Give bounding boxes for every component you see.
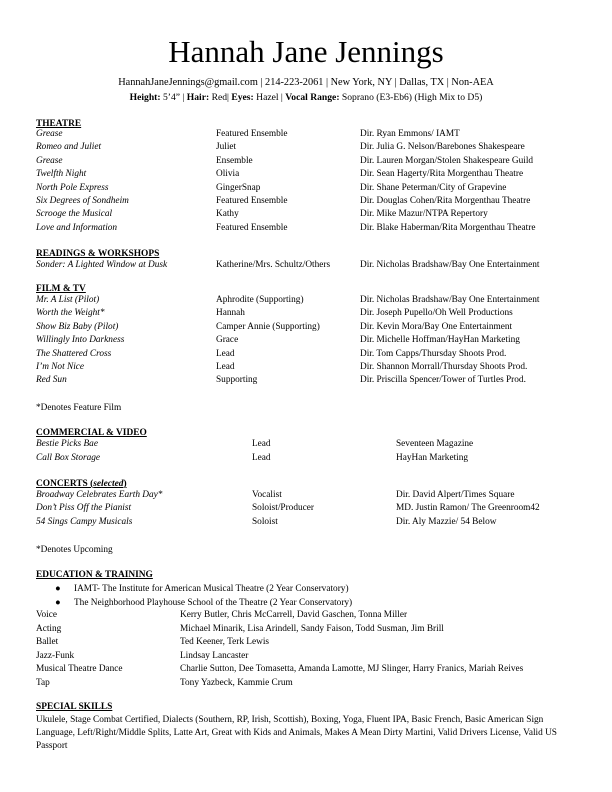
credit-company: Dir. Kevin Mora/Bay One Entertainment [360,321,513,332]
height-label: Height: [129,92,161,103]
credit-row [36,259,596,272]
credit-row [36,438,596,451]
credit-title: Worth the Weight* [36,308,105,319]
training-row [36,609,596,622]
credit-row [36,452,596,465]
credit-company: Dir. Nicholas Bradshaw/Bay One Entertainment [360,260,540,270]
stats-line [0,91,612,104]
credit-company: Dir. Shane Peterman/City of Grapevine [360,182,507,193]
school-name: The Neighborhood Playhouse School of the Theatre (2 Year Conservatory) [74,597,353,608]
training-teachers: Kerry Butler, Chris McCarrell, David Gaschen, Tonna Miller [180,610,408,620]
credit-row [36,128,596,141]
school-name: IAMT- The Institute for American Musical Theatre (2 Year Conservatory) [74,584,349,594]
credit-role: Featured Ensemble [216,222,288,233]
credit-row [36,141,596,154]
credit-company: Dir. Ryan Emmons/ IAMT [360,129,460,139]
credit-company: Dir. Shannon Morrall/Thursday Shoots Prod. [360,362,528,372]
credit-title: Romeo and Juliet [36,142,102,153]
training-teachers: Lindsay Lancaster [180,650,249,661]
credit-title: Love and Information [36,222,118,233]
credit-role: Supporting [216,375,258,386]
credit-title: Broadway Celebrates Earth Day* [36,490,163,500]
vocal-range-value: Soprano (E3-Eb6) (High Mix to D5) [341,92,483,103]
training-teachers: Ted Keener, Terk Lewis [180,637,270,647]
credit-company: Dir. Douglas Cohen/Rita Morgenthau Theatre [360,196,531,206]
credit-title: The Shattered Cross [36,348,112,359]
credit-role: Hannah [216,308,245,319]
training-row [36,636,596,649]
credit-row [36,294,596,307]
credit-row [36,502,596,515]
section-title-readings: READINGS & WORKSHOPS [36,249,160,259]
training-area: Tap [36,677,50,688]
credit-row [36,334,596,347]
section-title-film: FILM & TV [36,284,86,294]
credit-company: MD. Justin Ramon/ The Greenroom42 [396,503,540,514]
credit-row [36,168,596,181]
credit-company: Dir. Aly Mazzie/ 54 Below [396,516,497,527]
credit-role: Juliet [216,142,237,153]
credit-row [36,374,596,387]
credit-role: Lead [252,439,271,449]
credit-title: Show Biz Baby (Pilot) [36,321,119,332]
training-area: Ballet [36,637,59,647]
concerts-title-selected: selected [93,479,124,489]
training-row [36,650,596,663]
credit-company: Dir. Mike Mazur/NTPA Repertory [360,209,488,220]
credit-role: Katherine/Mrs. Schultz/Others [216,260,331,270]
credit-role: Ensemble [216,155,253,166]
credit-row [36,361,596,374]
credit-company: Dir. David Alpert/Times Square [396,490,515,500]
credit-role: Camper Annie (Supporting) [216,321,320,332]
credit-title: I’m Not Nice [36,362,85,372]
credit-company: Dir. Priscilla Spencer/Tower of Turtles Prod. [360,375,526,386]
credit-row [36,348,596,361]
credit-company: Dir. Blake Haberman/Rita Morgenthau Theatre [360,222,536,233]
credit-row [36,195,596,208]
credit-company: Dir. Sean Hagerty/Rita Morgenthau Theatre [360,169,524,180]
hair-value: Red| [211,92,229,103]
credit-role: Lead [252,452,271,463]
credit-role: Soloist/Producer [252,503,314,514]
credit-title: Sonder: A Lighted Window at Dusk [36,260,168,270]
hair-label: Hair: [186,92,210,103]
credit-row [36,321,596,334]
concerts-title-close: ) [123,479,127,489]
credit-title: Red Sun [36,375,67,386]
training-teachers: Tony Yazbeck, Kammie Crum [180,677,293,688]
contact-line: HannahJaneJennings@gmail.com | 214-223-2061 | New York, NY | Dallas, TX | Non-AEA [118,77,494,88]
credit-row [36,516,596,529]
credit-title: Mr. A List (Pilot) [36,295,100,305]
credit-company: Dir. Michelle Hoffman/HayHan Marketing [360,335,520,346]
credit-company: Seventeen Magazine [396,439,474,449]
bullet-icon: ● [55,584,61,594]
concerts-footnote: *Denotes Upcoming [36,545,113,555]
credit-row [36,222,596,235]
credit-role: Lead [216,348,235,359]
concerts-title: CONCERTS ( [36,479,94,489]
credit-title: Don’t Piss Off the Pianist [36,503,132,514]
credit-row [36,182,596,195]
bullet-icon: ● [55,597,61,608]
credit-role: Lead [216,362,235,372]
eyes-label: Eyes: [231,92,254,103]
credit-title: Willingly Into Darkness [36,335,125,346]
credit-row [36,155,596,168]
section-title-theatre: THEATRE [36,119,82,129]
credit-title: Grease [36,155,63,166]
section-title-education: EDUCATION & TRAINING [36,570,153,580]
special-skills-text: Ukulele, Stage Combat Certified, Dialects (Southern, RP, Irish, Scottish), Boxing, Yoga, Fluent IPA, Basic French, Basic American Sign Language, Left/Right/Middle Splits, Latte Art, Great with Kids and Animals, Makes A Mean Dirty Martini, Valid Drivers License, Valid US Passport [36,715,557,751]
credit-row [36,208,596,221]
training-teachers: Charlie Sutton, Dee Tomasetta, Amanda Lamotte, MJ Slinger, Harry Franics, Mariah Reives [180,664,524,674]
credit-row [36,307,596,320]
credit-role: Featured Ensemble [216,196,288,206]
credit-role: Featured Ensemble [216,129,288,139]
credit-role: Vocalist [252,490,282,500]
credit-role: Kathy [216,209,239,220]
section-title-skills: SPECIAL SKILLS [36,702,113,712]
training-teachers: Michael Minarik, Lisa Arindell, Sandy Faison, Todd Susman, Jim Brill [180,623,444,634]
height-value: 5’4” | [162,92,185,103]
credit-row [36,489,596,502]
training-area: Acting [36,623,62,634]
credit-company: Dir. Tom Capps/Thursday Shoots Prod. [360,348,507,359]
vocal-range-label: Vocal Range: [285,92,340,103]
eyes-value: Hazel | [256,92,283,103]
credit-title: Bestie Picks Bae [36,439,98,449]
training-row [36,623,596,636]
credit-company: Dir. Joseph Pupello/Oh Well Productions [360,308,513,319]
credit-company: Dir. Lauren Morgan/Stolen Shakespeare Guild [360,155,534,166]
training-area: Voice [36,610,57,620]
credit-title: Call Box Storage [36,452,101,463]
credit-title: Scrooge the Musical [36,209,113,220]
credit-role: Grace [216,335,239,346]
training-area: Jazz-Funk [36,650,75,661]
training-row [36,677,596,690]
credit-title: 54 Sings Campy Musicals [36,516,133,527]
film-footnote: *Denotes Feature Film [36,403,122,413]
credit-title: Six Degrees of Sondheim [36,196,129,206]
credit-company: Dir. Julia G. Nelson/Barebones Shakespeare [360,142,525,153]
credit-title: North Pole Express [36,182,109,193]
credit-title: Twelfth Night [36,169,87,180]
resume-name: Hannah Jane Jennings [168,34,444,69]
credit-role: GingerSnap [216,182,261,193]
credit-role: Olivia [216,169,240,180]
credit-role: Soloist [252,516,278,527]
training-area: Musical Theatre Dance [36,664,123,674]
section-title-commercial: COMMERCIAL & VIDEO [36,428,147,438]
credit-company: Dir. Nicholas Bradshaw/Bay One Entertainment [360,295,540,305]
credit-role: Aphrodite (Supporting) [216,295,304,305]
credit-title: Grease [36,129,63,139]
credit-company: HayHan Marketing [396,452,469,463]
training-row [36,663,596,676]
